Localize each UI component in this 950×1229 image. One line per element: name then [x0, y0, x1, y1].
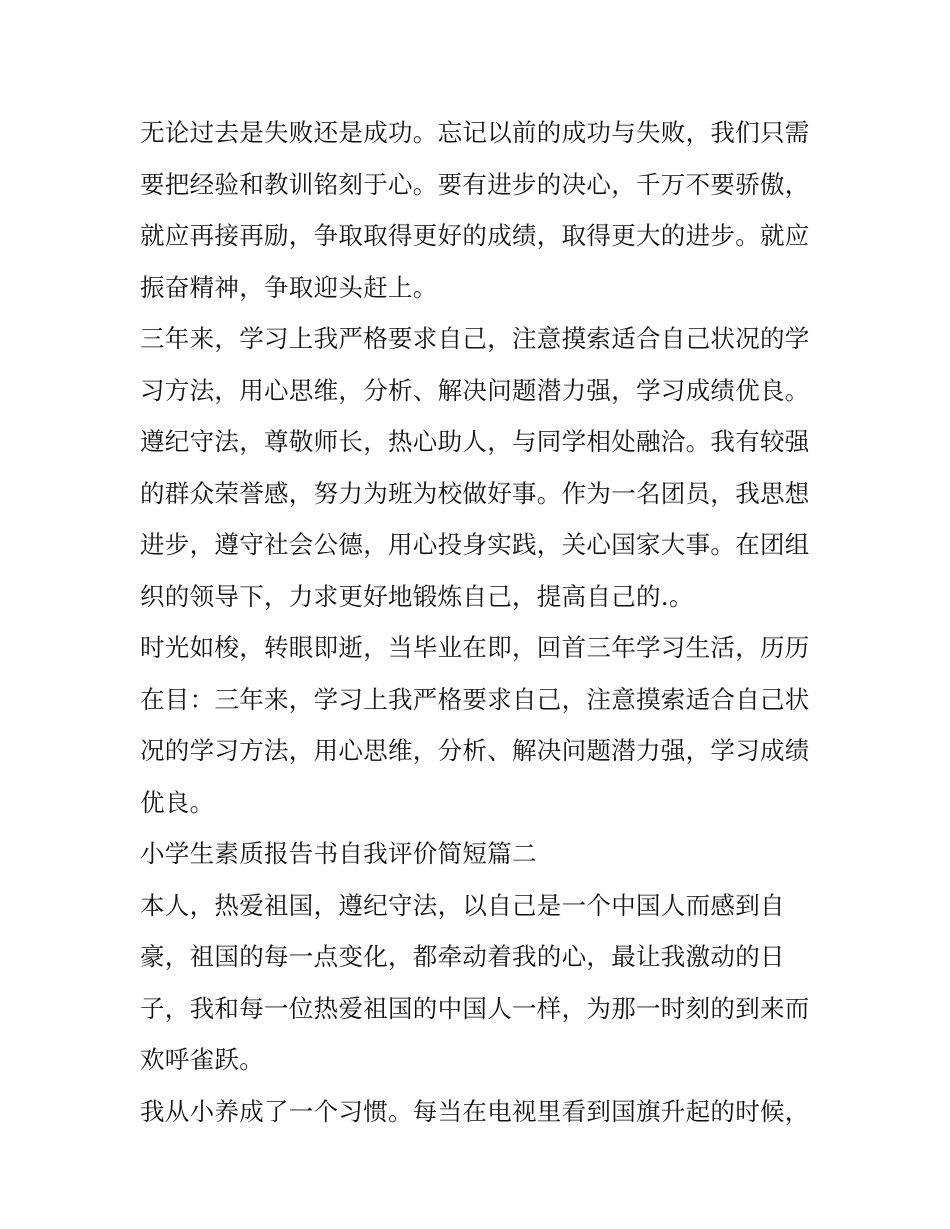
- text-line: 况的学习方法，用心思维，分析、解决问题潜力强，学习成绩: [140, 736, 810, 765]
- text-line: 无论过去是失败还是成功。忘记以前的成功与失败，我们只需: [140, 118, 810, 147]
- text-line: 要把经验和教训铭刻于心。要有进步的决心，千万不要骄傲，: [140, 169, 810, 199]
- text-line: 豪，祖国的每一点变化，都牵动着我的心，最让我激动的日: [140, 942, 785, 971]
- text-line: 进步，遵守社会公德，用心投身实践，关心国家大事。在团组: [140, 530, 810, 559]
- text-line: 就应再接再励，争取取得更好的成绩，取得更大的进步。就应: [140, 221, 810, 250]
- text-line: 我从小养成了一个习惯。每当在电视里看到国旗升起的时候，: [140, 1096, 810, 1126]
- text-line: 优良。: [140, 787, 215, 817]
- text-line: 时光如梭，转眼即逝，当毕业在即，回首三年学习生活，历历: [140, 633, 810, 662]
- text-line: 遵纪守法，尊敬师长，热心助人，与同学相处融洽。我有较强: [140, 427, 810, 456]
- text-line: 习方法，用心思维，分析、解决问题潜力强，学习成绩优良。: [140, 375, 810, 405]
- document-body: [140, 107, 820, 1137]
- text-line: 织的领导下，力求更好地锻炼自己，提高自己的.。: [140, 581, 694, 611]
- text-line: 三年来，学习上我严格要求自己，注意摸索适合自己状况的学: [140, 324, 810, 353]
- text-line: 在目：三年来，学习上我严格要求自己，注意摸索适合自己状: [140, 684, 810, 714]
- text-line: 的群众荣誉感，努力为班为校做好事。作为一名团员，我思想: [140, 478, 810, 508]
- text-line: 欢呼雀跃。: [140, 1045, 264, 1074]
- text-line: 本人，热爱祖国，遵纪守法，以自己是一个中国人而感到自: [140, 890, 785, 920]
- text-line: 子，我和每一位热爱祖国的中国人一样，为那一时刻的到来而: [140, 993, 810, 1023]
- section-heading: 小学生素质报告书自我评价简短篇二: [140, 839, 537, 868]
- text-line: 振奋精神，争取迎头赶上。: [140, 272, 438, 302]
